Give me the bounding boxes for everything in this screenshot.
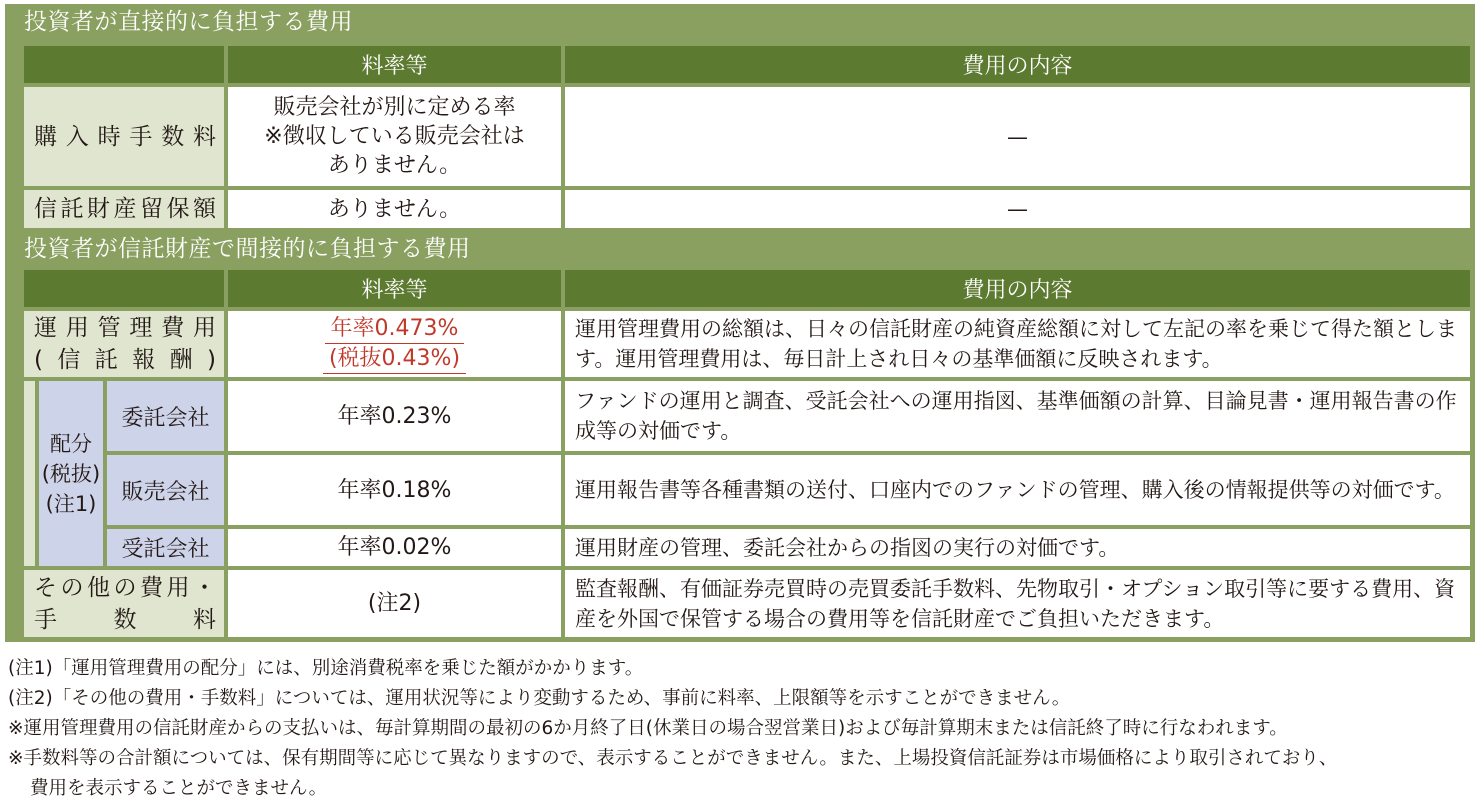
allocation-label: 配分 (税抜) (注1)	[39, 381, 103, 566]
allocation-distributor-rate: 年率0.18%	[228, 455, 561, 525]
management-fee-label: 運用管理費用 (信託報酬)	[24, 311, 224, 377]
footnote: 費用を表示することができません。	[30, 778, 328, 799]
section1-title: 投資者が直接的に負担する費用	[24, 9, 353, 35]
footnotes	[8, 654, 1473, 804]
trust-reserve-label: 信託財産留保額	[24, 190, 224, 228]
allocation-indent	[24, 381, 35, 566]
allocation-trustee-content: 運用財産の管理、委託会社からの指図の実行の対価です。	[565, 529, 1470, 566]
footnote: (注1)「運用管理費用の配分」には、別途消費税率を乗じた額がかかります。	[8, 658, 644, 679]
allocation-distributor-label: 販売会社	[107, 455, 224, 525]
allocation-trustee-label: 受託会社	[107, 529, 224, 566]
purchase-fee-label: 購入時手数料	[24, 87, 224, 186]
management-fee-rate	[228, 311, 561, 377]
section2-col-rate: 料率等	[228, 270, 561, 307]
purchase-fee-content: —	[565, 87, 1470, 186]
purchase-fee-rate-line: ※徴収している販売会社は	[264, 124, 525, 149]
section1-header-blank	[24, 46, 224, 83]
allocation-trustor-label: 委託会社	[107, 381, 224, 451]
section1-col-rate: 料率等	[228, 46, 561, 83]
allocation-trustor-content: ファンドの運用と調査、受託会社への運用指図、基準価額の計算、目論見書・運用報告書の作成等の対価です。	[565, 381, 1470, 451]
footnote: (注2)「その他の費用・手数料」については、運用状況等により変動するため、事前に料率、上限額等を示すことができません。	[8, 688, 1071, 709]
section1-col-content: 費用の内容	[565, 46, 1470, 83]
management-fee-rate-excl-tax: (税抜0.43%)	[323, 344, 466, 374]
purchase-fee-rate	[228, 87, 561, 186]
purchase-fee-rate-line: 販売会社が別に定める率	[273, 95, 516, 120]
purchase-fee-rate-line: ありません。	[327, 153, 462, 178]
management-fee-rate-total: 年率0.473%	[325, 314, 465, 344]
other-fees-label: その他の費用・ 手数料	[24, 570, 224, 637]
other-fees-rate: (注2)	[228, 570, 561, 637]
allocation-distributor-content: 運用報告書等各種書類の送付、口座内でのファンドの管理、購入後の情報提供等の対価です。	[565, 455, 1470, 525]
allocation-trustor-rate: 年率0.23%	[228, 381, 561, 451]
footnote: ※手数料等の合計額については、保有期間等に応じて異なりますので、表示することができません。また、上場投資信託証券は市場価格により取引されており、	[8, 748, 1338, 769]
section2-col-content: 費用の内容	[565, 270, 1470, 307]
allocation-trustee-rate: 年率0.02%	[228, 529, 561, 566]
section2-title: 投資者が信託財産で間接的に負担する費用	[24, 236, 471, 262]
trust-reserve-rate: ありません。	[228, 190, 561, 228]
trust-reserve-content: —	[565, 190, 1470, 228]
section2-header-blank	[24, 270, 224, 307]
other-fees-content: 監査報酬、有価証券売買時の売買委託手数料、先物取引・オプション取引等に要する費用、資産を外国で保管する場合の費用等を信託財産でご負担いただきます。	[565, 570, 1470, 637]
footnote: ※運用管理費用の信託財産からの支払いは、毎計算期間の最初の6か月終了日(休業日の場合翌営業日)および毎計算期末または信託終了時に行なわれます。	[8, 718, 1288, 739]
management-fee-content: 運用管理費用の総額は、日々の信託財産の純資産総額に対して左記の率を乗じて得た額とします。運用管理費用は、毎日計上され日々の基準価額に反映されます。	[565, 311, 1470, 377]
